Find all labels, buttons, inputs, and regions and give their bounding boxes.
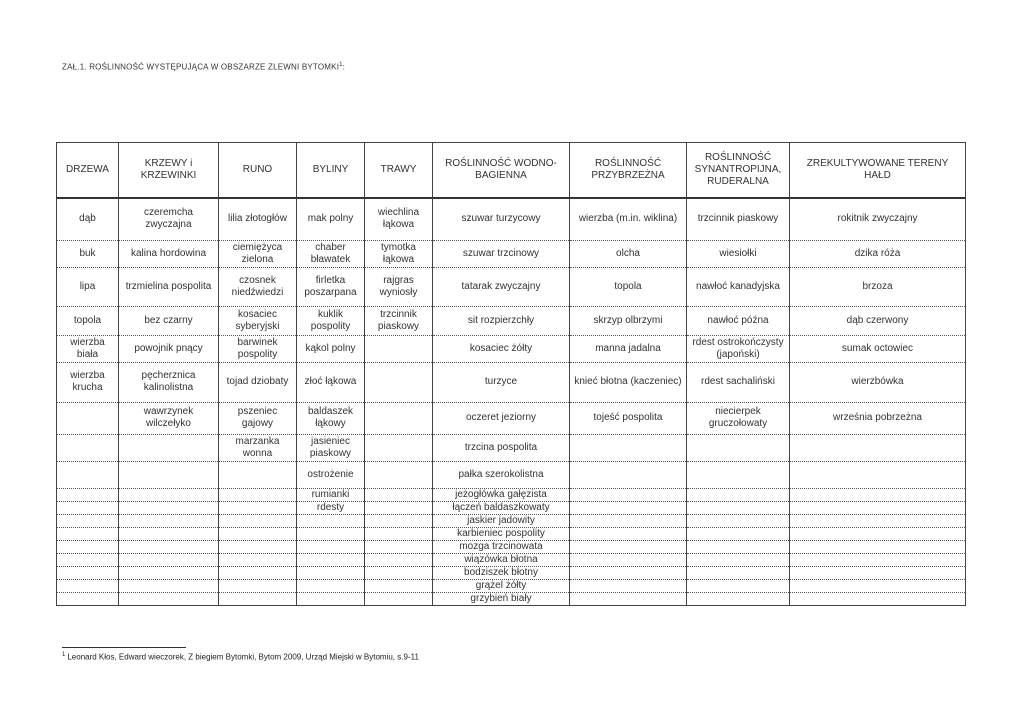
table-cell: sumak octowiec <box>790 335 966 362</box>
table-cell: wiechlina łąkowa <box>365 198 433 240</box>
table-cell <box>570 579 687 592</box>
table-cell <box>570 501 687 514</box>
table-cell <box>219 553 297 566</box>
table-cell: września pobrzeżna <box>790 402 966 434</box>
table-cell <box>57 527 119 540</box>
table-cell <box>687 461 790 488</box>
table-cell: wiązówka błotna <box>433 553 570 566</box>
table-cell: oczeret jeziorny <box>433 402 570 434</box>
table-row <box>57 592 966 605</box>
table-cell: pałka szerokolistna <box>433 461 570 488</box>
table-cell: lilia złotogłów <box>219 198 297 240</box>
table-cell <box>219 579 297 592</box>
table-cell: bez czarny <box>119 306 219 335</box>
footnote-mark: 1 <box>62 652 66 658</box>
table-cell <box>219 527 297 540</box>
table-cell: mozga trzcinowata <box>433 540 570 553</box>
table-cell <box>57 592 119 605</box>
table-cell: brzoza <box>790 267 966 306</box>
table-cell <box>687 592 790 605</box>
table-cell: bodziszek błotny <box>433 566 570 579</box>
table-cell: trzmielina pospolita <box>119 267 219 306</box>
footnote <box>62 652 419 662</box>
table-cell <box>219 566 297 579</box>
table-cell: ciemiężyca zielona <box>219 240 297 267</box>
table-cell <box>687 514 790 527</box>
column-header: ROŚLINNOŚĆ WODNO-BAGIENNA <box>433 143 570 199</box>
table-cell <box>57 501 119 514</box>
table-row <box>57 362 966 402</box>
table-cell <box>57 553 119 566</box>
table-cell <box>297 579 365 592</box>
table-row <box>57 566 966 579</box>
table-cell <box>570 540 687 553</box>
table-cell: manna jadalna <box>570 335 687 362</box>
column-header: KRZEWY i KRZEWINKI <box>119 143 219 199</box>
table-cell: ostrożenie <box>297 461 365 488</box>
table-cell: wierzba krucha <box>57 362 119 402</box>
table-cell: szuwar trzcinowy <box>433 240 570 267</box>
vegetation-table <box>56 142 966 606</box>
table-cell: firletka poszarpana <box>297 267 365 306</box>
table-cell <box>219 540 297 553</box>
table-cell <box>219 514 297 527</box>
table-cell: rajgras wyniosły <box>365 267 433 306</box>
table-cell: tojeść pospolita <box>570 402 687 434</box>
table-cell: rumianki <box>297 488 365 501</box>
table-row <box>57 501 966 514</box>
table-row <box>57 488 966 501</box>
table-cell <box>570 527 687 540</box>
table-body <box>57 198 966 605</box>
table-cell <box>365 488 433 501</box>
table-cell <box>365 335 433 362</box>
table-cell: chaber bławatek <box>297 240 365 267</box>
table-cell <box>365 566 433 579</box>
table-cell: grążel żółty <box>433 579 570 592</box>
table-cell: kosaciec żółty <box>433 335 570 362</box>
table-cell: tojad dziobaty <box>219 362 297 402</box>
table-cell: sit rozpierzchły <box>433 306 570 335</box>
table-cell: kuklik pospolity <box>297 306 365 335</box>
table-cell <box>219 592 297 605</box>
table-cell <box>365 501 433 514</box>
column-header: ROŚLINNOŚĆ SYNANTROPIJNA, RUDERALNA <box>687 143 790 199</box>
footnote-text: Leonard Kłos, Edward wieczorek, Z biegiem Bytomki, Bytom 2009, Urząd Miejski w Bytomiu, s.9-11 <box>67 652 419 662</box>
table-cell: szuwar turzycowy <box>433 198 570 240</box>
table-cell: wierzba (m.in. wiklina) <box>570 198 687 240</box>
column-header: ZREKULTYWOWANE TERENY HAŁD <box>790 143 966 199</box>
table-cell <box>57 488 119 501</box>
document-heading <box>62 62 345 72</box>
table-cell: mak polny <box>297 198 365 240</box>
table-cell <box>790 514 966 527</box>
table-cell: skrzyp olbrzymi <box>570 306 687 335</box>
heading-text: ZAŁ.1. ROŚLINNOŚĆ WYSTĘPUJĄCA W OBSZARZE ZLEWNI BYTOMKI <box>62 62 340 72</box>
table-cell <box>119 540 219 553</box>
table-cell: jasieniec piaskowy <box>297 434 365 461</box>
table-cell <box>687 488 790 501</box>
table-cell <box>790 566 966 579</box>
table-cell <box>570 566 687 579</box>
table-cell <box>365 579 433 592</box>
table-cell <box>365 402 433 434</box>
table-cell: pęcherznica kalinolistna <box>119 362 219 402</box>
table-cell <box>790 592 966 605</box>
table-cell <box>570 434 687 461</box>
table-cell <box>297 566 365 579</box>
table-row <box>57 461 966 488</box>
table-cell: olcha <box>570 240 687 267</box>
table-cell: pszeniec gajowy <box>219 402 297 434</box>
table-cell <box>57 434 119 461</box>
table-cell <box>297 553 365 566</box>
table-row <box>57 335 966 362</box>
table-cell: jaskier jadowity <box>433 514 570 527</box>
table-cell <box>57 514 119 527</box>
table-cell <box>297 514 365 527</box>
table-cell: rdest sachaliński <box>687 362 790 402</box>
table-cell <box>119 553 219 566</box>
table-cell <box>790 434 966 461</box>
heading-footnote-mark: 1 <box>339 62 343 68</box>
table-cell <box>119 461 219 488</box>
column-header: BYLINY <box>297 143 365 199</box>
table-cell <box>687 566 790 579</box>
table-cell <box>570 488 687 501</box>
footnote-divider <box>62 647 186 648</box>
table-cell: buk <box>57 240 119 267</box>
table-cell <box>570 592 687 605</box>
table-cell: czosnek niedźwiedzi <box>219 267 297 306</box>
table-row <box>57 553 966 566</box>
table-cell <box>119 434 219 461</box>
table-cell: rdest ostrokończysty (japoński) <box>687 335 790 362</box>
table-cell <box>297 527 365 540</box>
table-cell <box>365 514 433 527</box>
table-cell: baldaszek łąkowy <box>297 402 365 434</box>
table-cell: topola <box>57 306 119 335</box>
table-cell <box>365 527 433 540</box>
heading-suffix: : <box>342 62 346 72</box>
table-cell: kalina hordowina <box>119 240 219 267</box>
table-cell <box>687 553 790 566</box>
table-cell <box>790 579 966 592</box>
table-cell: turzyce <box>433 362 570 402</box>
table-cell: niecierpek gruczołowaty <box>687 402 790 434</box>
table-cell: trzcinnik piaskowy <box>687 198 790 240</box>
table-row <box>57 267 966 306</box>
table-row <box>57 240 966 267</box>
table-cell: rokitnik zwyczajny <box>790 198 966 240</box>
table-cell <box>57 461 119 488</box>
table-cell: wawrzynek wilczełyko <box>119 402 219 434</box>
column-header: RUNO <box>219 143 297 199</box>
table-row <box>57 434 966 461</box>
table-cell <box>119 501 219 514</box>
table-cell: barwinek pospolity <box>219 335 297 362</box>
table-cell: dąb <box>57 198 119 240</box>
table-cell: nawłoć kanadyjska <box>687 267 790 306</box>
table-cell: knieć błotna (kaczeniec) <box>570 362 687 402</box>
table-cell: nawłoć późna <box>687 306 790 335</box>
table-cell: trzcina pospolita <box>433 434 570 461</box>
table-cell <box>687 527 790 540</box>
table-cell: dzika róża <box>790 240 966 267</box>
table-row <box>57 306 966 335</box>
table-cell <box>365 592 433 605</box>
table-cell: wiesiołki <box>687 240 790 267</box>
table-cell: trzcinnik piaskowy <box>365 306 433 335</box>
table-cell <box>119 514 219 527</box>
table-cell <box>119 527 219 540</box>
table-row <box>57 540 966 553</box>
table-cell: grzybień biały <box>433 592 570 605</box>
table-cell <box>119 579 219 592</box>
table-cell: tymotka łąkowa <box>365 240 433 267</box>
table-cell <box>57 566 119 579</box>
table-cell <box>219 488 297 501</box>
table-cell: marzanka wonna <box>219 434 297 461</box>
table-row <box>57 514 966 527</box>
table-cell <box>119 592 219 605</box>
table-cell <box>570 461 687 488</box>
table-cell <box>119 488 219 501</box>
table-cell <box>570 553 687 566</box>
table-cell: powojnik pnący <box>119 335 219 362</box>
column-header: TRAWY <box>365 143 433 199</box>
table-cell <box>790 488 966 501</box>
table-cell <box>790 461 966 488</box>
column-header: ROŚLINNOŚĆ PRZYBRZEŻNA <box>570 143 687 199</box>
table-cell: dąb czerwony <box>790 306 966 335</box>
table-cell <box>297 540 365 553</box>
table-cell: czeremcha zwyczajna <box>119 198 219 240</box>
table-cell: łączeń baldaszkowaty <box>433 501 570 514</box>
table-cell <box>790 540 966 553</box>
table-cell: jeżogłówka gałęzista <box>433 488 570 501</box>
table-cell <box>365 540 433 553</box>
table-cell: rdesty <box>297 501 365 514</box>
table-row <box>57 198 966 240</box>
table-cell: tatarak zwyczajny <box>433 267 570 306</box>
table-cell <box>365 434 433 461</box>
table-cell <box>297 592 365 605</box>
table-cell <box>365 362 433 402</box>
table-header-row <box>57 143 966 199</box>
table-cell: kosaciec syberyjski <box>219 306 297 335</box>
table-cell <box>57 579 119 592</box>
table-cell <box>219 461 297 488</box>
table-cell <box>790 553 966 566</box>
table-cell: złoć łąkowa <box>297 362 365 402</box>
table-cell <box>687 434 790 461</box>
table-cell <box>687 579 790 592</box>
table-cell <box>790 501 966 514</box>
table-cell <box>687 501 790 514</box>
table-cell <box>570 514 687 527</box>
table-cell <box>365 553 433 566</box>
table-row <box>57 402 966 434</box>
table-cell <box>57 540 119 553</box>
table-cell: lipa <box>57 267 119 306</box>
table-cell <box>790 527 966 540</box>
table-cell: wierzba biała <box>57 335 119 362</box>
table-cell <box>219 501 297 514</box>
table-cell: topola <box>570 267 687 306</box>
table-cell <box>57 402 119 434</box>
column-header: DRZEWA <box>57 143 119 199</box>
table-cell: kąkol polny <box>297 335 365 362</box>
table-cell: wierzbówka <box>790 362 966 402</box>
table-cell <box>119 566 219 579</box>
table-cell <box>365 461 433 488</box>
table-row <box>57 527 966 540</box>
table-cell: karbieniec pospolity <box>433 527 570 540</box>
table-row <box>57 579 966 592</box>
table-cell <box>687 540 790 553</box>
